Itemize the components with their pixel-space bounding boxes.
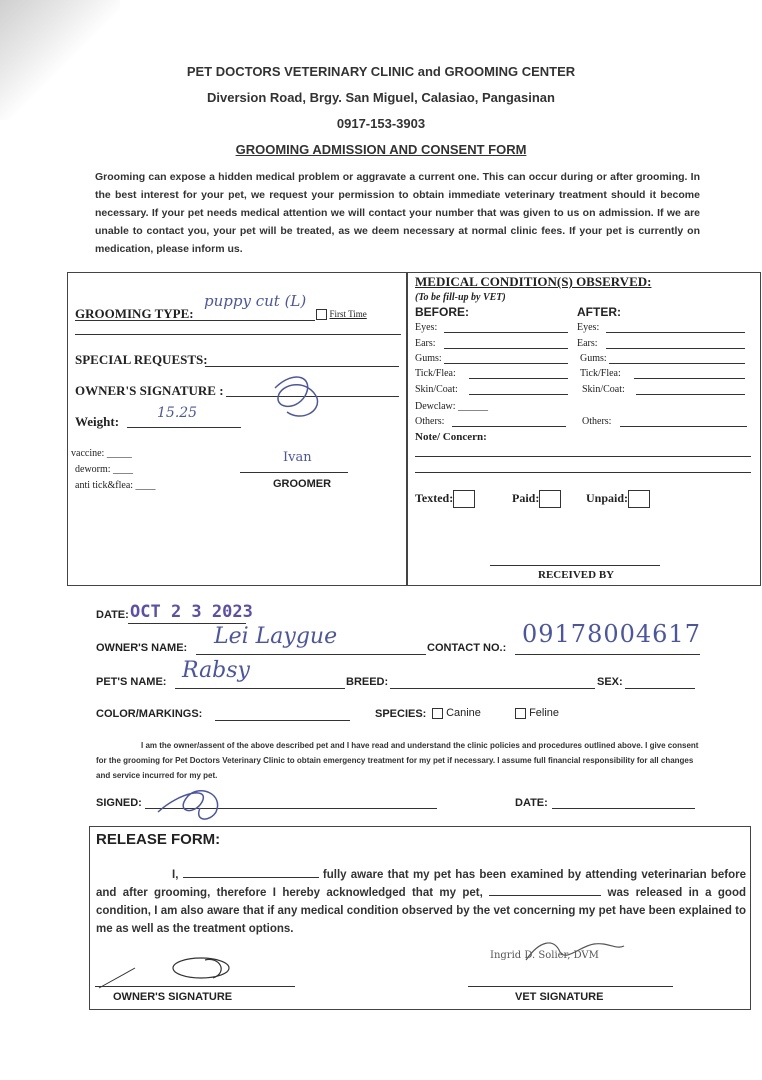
paid-group <box>512 490 561 508</box>
release-text-2: fully aware that my pet has been examined by attending veterinarian before and after grooming, therefore I hereby acknowledged that my pet, <box>96 869 746 899</box>
first-time-checkbox[interactable] <box>316 309 327 320</box>
note-line-1[interactable] <box>415 456 751 457</box>
paid-label: Paid: <box>512 490 540 505</box>
release-name-blank[interactable] <box>183 866 319 878</box>
antitick-label: anti tick&flea: ____ <box>75 480 156 491</box>
dewclaw-text: Dewclaw: <box>415 401 456 412</box>
signed-label: SIGNED: <box>96 797 142 809</box>
breed-label: BREED: <box>346 676 389 688</box>
after-gums-label: Gums: <box>580 353 607 364</box>
grooming-type-line-2 <box>75 334 401 335</box>
texted-group <box>415 490 475 508</box>
others-after-line[interactable] <box>620 426 747 427</box>
release-title: RELEASE FORM: <box>96 831 221 848</box>
vet-signature-label: VET SIGNATURE <box>515 991 604 1003</box>
after-label: AFTER: <box>577 305 621 319</box>
pet-name-label: PET'S NAME: <box>96 676 167 688</box>
color-markings-line[interactable] <box>215 720 350 721</box>
deworm-text: deworm: <box>75 464 111 475</box>
color-markings-label: COLOR/MARKINGS: <box>96 708 203 720</box>
canine-label: Canine <box>446 707 481 719</box>
vet-signature-scribble <box>520 932 630 972</box>
grooming-type-value[interactable]: puppy cut (L) <box>204 292 307 310</box>
contact-value[interactable]: 09178004617 <box>522 620 701 648</box>
others-before-label: Others: <box>415 416 445 427</box>
weight-line <box>127 427 241 428</box>
signed-date-line[interactable] <box>552 808 695 809</box>
first-time-checkbox-wrap[interactable] <box>316 309 367 320</box>
before-eyes-line[interactable] <box>444 332 568 333</box>
antitick-text: anti tick&flea: <box>75 480 134 491</box>
special-requests-line[interactable] <box>205 366 399 367</box>
received-by-label: RECEIVED BY <box>538 569 615 581</box>
breed-line[interactable] <box>390 688 595 689</box>
sex-label: SEX: <box>597 676 623 688</box>
owner-name-label: OWNER'S NAME: <box>96 642 188 654</box>
note-line-2[interactable] <box>415 472 751 473</box>
after-eyes-label: Eyes: <box>577 322 600 333</box>
dewclaw-label: Dewclaw: ______ <box>415 401 489 412</box>
before-label: BEFORE: <box>415 305 469 319</box>
owner-name-value[interactable]: Lei Laygue <box>214 624 338 649</box>
intro-paragraph: Grooming can expose a hidden medical problem or aggravate a current one. This can occur during or after grooming. In the best interest for your pet, we request your permission to obtain immediate veterinary treatment should it become necessary. If your pet needs medical attention we will contact your number that was given to us on admission. If we are unable to contact you, your pet will be treated, as we deem necessary at normal clinic fees. If your pet is currently on medication, please inform us. <box>95 171 700 255</box>
vet-signature-line[interactable] <box>468 986 673 987</box>
others-before-line[interactable] <box>452 426 566 427</box>
received-by-line[interactable] <box>490 565 660 566</box>
medical-panel <box>406 272 761 586</box>
feline-checkbox[interactable] <box>515 708 526 719</box>
clinic-address: Diversion Road, Brgy. San Miguel, Calasiao, Pangasinan <box>207 90 555 105</box>
after-tickflea-line[interactable] <box>634 378 745 379</box>
weight-value[interactable]: 15.25 <box>157 405 198 421</box>
unpaid-checkbox[interactable] <box>628 490 650 508</box>
after-skincoat-label: Skin/Coat: <box>582 384 625 395</box>
canine-checkbox[interactable] <box>432 708 443 719</box>
form-title: GROOMING ADMISSION AND CONSENT FORM <box>235 142 527 157</box>
before-gums-line[interactable] <box>444 363 568 364</box>
canine-option[interactable] <box>432 707 481 719</box>
date-stamp: OCT 2 3 2023 <box>130 602 253 622</box>
after-gums-line[interactable] <box>609 363 745 364</box>
before-tickflea-line[interactable] <box>469 378 568 379</box>
before-gums-label: Gums: <box>415 353 442 364</box>
pet-name-value[interactable]: Rabsy <box>182 658 250 683</box>
before-eyes-label: Eyes: <box>415 322 438 333</box>
weight-label: Weight: <box>75 414 120 429</box>
before-ears-label: Ears: <box>415 338 436 349</box>
groomer-label: GROOMER <box>273 478 332 490</box>
feline-option[interactable] <box>515 707 559 719</box>
before-tickflea-label: Tick/Flea: <box>415 368 456 379</box>
medical-subtitle: (To be fill-up by VET) <box>415 292 506 303</box>
release-text-1: I, <box>172 869 179 881</box>
note-label: Note/ Concern: <box>415 431 487 443</box>
others-after-label: Others: <box>582 416 612 427</box>
after-tickflea-label: Tick/Flea: <box>580 368 621 379</box>
owner-name-line <box>196 654 426 655</box>
clinic-phone: 0917-153-3903 <box>336 116 426 131</box>
before-ears-line[interactable] <box>444 348 568 349</box>
vaccine-label: vaccine: _____ <box>71 448 132 459</box>
contact-label: CONTACT NO.: <box>427 642 507 654</box>
medical-title: MEDICAL CONDITION(S) OBSERVED: <box>415 274 652 289</box>
signed-scribble <box>150 782 240 826</box>
owner-signature-release-line[interactable] <box>95 986 295 987</box>
groomer-name: Ivan <box>283 450 312 465</box>
after-skincoat-line[interactable] <box>636 394 745 395</box>
grooming-type-label: GROOMING TYPE: <box>75 306 194 321</box>
pet-name-line <box>175 688 345 689</box>
release-paragraph <box>96 866 746 938</box>
owner-signature-release-label: OWNER'S SIGNATURE <box>113 991 233 1003</box>
feline-label: Feline <box>529 707 560 719</box>
release-text-3: was released in a good condition, I am also aware that if any medical condition observed by the vet concerning my pet have been explained to me as well as the treatment options. <box>96 887 746 935</box>
vet-stamp: Ingrid D. Solier, DVM <box>490 950 599 961</box>
owner-signature-scribble <box>265 368 325 424</box>
consent-paragraph: I am the owner/assent of the above described pet and I have read and understand the clinic policies and procedures outlined above. I give consent for the grooming for Pet Doctors Veterinary Clinic to obtain emergency treatment for my pet if necessary. I assume full financial responsibility for all changes and service incurred for my pet. <box>96 741 699 780</box>
deworm-label: deworm: ____ <box>75 464 134 475</box>
owner-signature-label: OWNER'S SIGNATURE : <box>75 383 224 398</box>
release-pet-blank[interactable] <box>489 884 601 896</box>
first-time-label: First Time <box>329 309 367 319</box>
texted-checkbox[interactable] <box>453 490 475 508</box>
unpaid-label: Unpaid: <box>586 490 629 505</box>
date-label: DATE: <box>96 609 129 621</box>
special-requests-label: SPECIAL REQUESTS: <box>75 352 208 367</box>
after-ears-line[interactable] <box>606 348 745 349</box>
after-ears-label: Ears: <box>577 338 598 349</box>
texted-label: Texted: <box>415 490 454 505</box>
before-skincoat-label: Skin/Coat: <box>415 384 458 395</box>
signed-date-label: DATE: <box>515 797 548 809</box>
unpaid-group <box>586 490 650 508</box>
paid-checkbox[interactable] <box>539 490 561 508</box>
clinic-name: PET DOCTORS VETERINARY CLINIC and GROOMING CENTER <box>186 64 576 79</box>
sex-line[interactable] <box>625 688 695 689</box>
contact-line <box>515 654 700 655</box>
after-eyes-line[interactable] <box>606 332 745 333</box>
groomer-line <box>240 472 348 473</box>
species-label: SPECIES: <box>375 708 427 720</box>
before-skincoat-line[interactable] <box>469 394 568 395</box>
vaccine-text: vaccine: <box>71 448 105 459</box>
grooming-type-line <box>75 320 315 321</box>
